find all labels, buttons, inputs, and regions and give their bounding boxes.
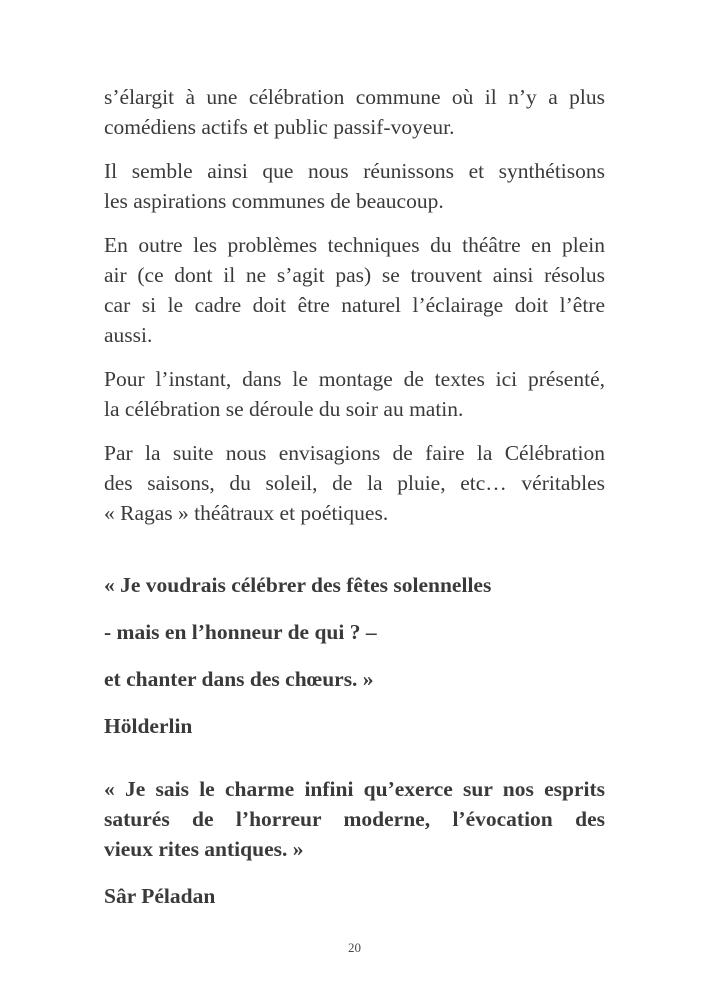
text-line: la célébration se déroule du soir au matin.	[104, 397, 464, 421]
text-line: Par la suite nous envisagions de faire la Célébration	[104, 441, 605, 465]
page-number: 20	[348, 940, 361, 955]
quote-line: et chanter dans des chœurs. »	[104, 667, 374, 691]
paragraph-2	[104, 156, 605, 216]
text-line: car si le cadre doit être naturel l’éclairage doit l’être	[104, 293, 605, 317]
text-line: « Ragas » théâtraux et poétiques.	[104, 501, 389, 525]
text-line: des saisons, du soleil, de la pluie, etc… véritables	[104, 471, 605, 495]
text-line: En outre les problèmes techniques du théâtre en plein	[104, 233, 605, 257]
paragraph-3	[104, 230, 605, 350]
quote-line: - mais en l’honneur de qui ? –	[104, 620, 377, 644]
text-line: s’élargit à une célébration commune où il n’y a plus	[104, 85, 605, 109]
text-line: aussi.	[104, 323, 153, 347]
paragraph-4	[104, 364, 605, 424]
quote-author: Hölderlin	[104, 714, 193, 738]
quote-line: « Je voudrais célébrer des fêtes solennelles	[104, 573, 492, 597]
body-text	[104, 82, 605, 542]
quote-line: saturés de l’horreur moderne, l’évocation des	[104, 807, 605, 831]
text-line: Pour l’instant, dans le montage de textes ici présenté,	[104, 367, 605, 391]
quote-line: « Je sais le charme infini qu’exerce sur nos esprits	[104, 777, 605, 801]
text-line: comédiens actifs et public passif-voyeur.	[104, 115, 455, 139]
paragraph-5	[104, 438, 605, 528]
quote-line: vieux rites antiques. »	[104, 837, 304, 861]
text-line: les aspirations communes de beaucoup.	[104, 189, 444, 213]
text-line: air (ce dont il ne s’agit pas) se trouvent ainsi résolus	[104, 263, 605, 287]
quote-author: Sâr Péladan	[104, 884, 216, 908]
text-line: Il semble ainsi que nous réunissons et synthétisons	[104, 159, 605, 183]
paragraph-1	[104, 82, 605, 142]
